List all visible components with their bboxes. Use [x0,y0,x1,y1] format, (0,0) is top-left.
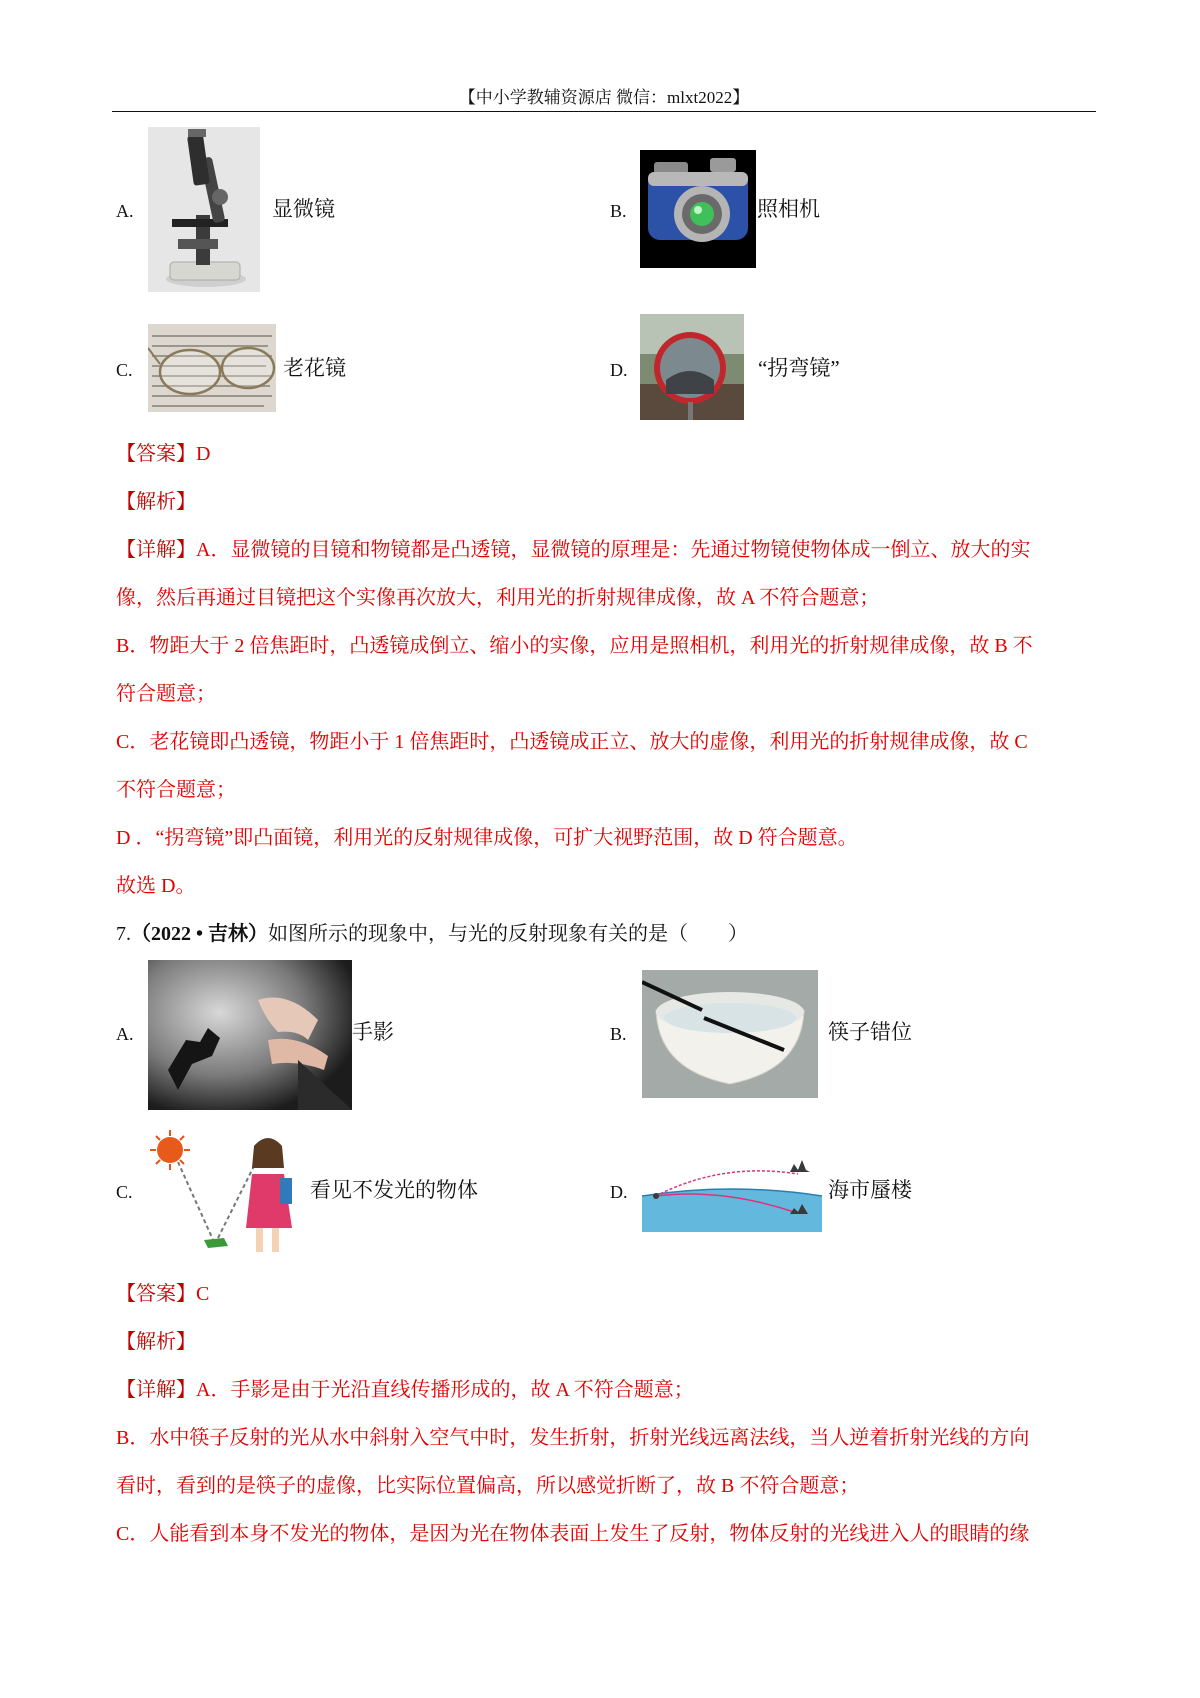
q7-detail-line-4: C．人能看到本身不发光的物体，是因为光在物体表面上发生了反射，物体反射的光线进入人的眼睛的缘 [116,1523,1030,1545]
q6-answer-tag: 【答案】 [116,443,196,465]
q6-detail-line-7: D ．“拐弯镜”即凸面镜，利用光的反射规律成像，可扩大视野范围，故 D 符合题意。 [116,827,858,849]
q6-detail-text-1: A．显微镜的目镜和物镜都是凸透镜，显微镜的原理是：先通过物镜使物体成一倒立、放大的实 [196,539,1031,561]
q6-detail-tag: 【详解】 [116,539,196,561]
q6-option-c-letter: C. [116,360,133,380]
q6-answer-line [116,440,1096,468]
q7-detail-text-1: A．手影是由于光沿直线传播形成的，故 A 不符合题意； [196,1379,694,1401]
page-header: 【中小学教辅资源店 微信：mlxt2022】 [458,88,750,107]
q6-detail-line-4: 符合题意； [116,683,216,705]
q7-option-d-letter: D. [610,1182,628,1202]
hand-shadow-image [148,960,352,1110]
header-rule [112,111,1096,112]
microscope-image [148,127,260,292]
q6-option-b-text: 照相机 [757,197,820,221]
q6-answer: D [196,443,211,465]
sun-girl-book-image [148,1128,308,1260]
q7-option-c-letter: C. [116,1182,133,1202]
q7-answer-line [116,1280,1096,1308]
q7-detail-line-2: B．水中筷子反射的光从水中斜射入空气中时，发生折射，折射光线远离法线，当人逆着折射光线的方向 [116,1427,1030,1449]
q7-detail-tag: 【详解】 [116,1379,196,1401]
q7-stem: 如图所示的现象中，与光的反射现象有关的是（ ） [268,923,749,945]
q6-option-b-letter: B. [610,201,627,221]
q6-option-d-text: “拐弯镜” [758,356,840,380]
q6-option-a-text: 显微镜 [272,197,335,221]
q7-detail-line-1 [116,1376,1096,1404]
q7-option-d-text: 海市蜃楼 [828,1178,912,1202]
camera-image [640,150,756,268]
q7-option-b-text: 筷子错位 [828,1020,912,1044]
q6-detail-line-5: C．老花镜即凸透镜，物距小于 1 倍焦距时，凸透镜成正立、放大的虚像，利用光的折射规律成像，故 C [116,731,1028,753]
q6-analysis-tag: 【解析】 [116,491,196,513]
q7-stem-line [116,920,1096,948]
q7-analysis-tag: 【解析】 [116,1331,196,1353]
reading-glasses-image [148,324,276,412]
convex-mirror-image [640,314,744,420]
q6-detail-line-2: 像，然后再通过目镜把这个实像再次放大，利用光的折射规律成像，故 A 不符合题意； [116,587,880,609]
mirage-image [642,1152,822,1232]
q6-detail-line-6: 不符合题意； [116,779,236,801]
q7-option-c-text: 看见不发光的物体 [310,1178,478,1202]
chopstick-bowl-image [642,970,818,1098]
q6-conclusion: 故选 D。 [116,875,196,897]
q6-detail-line-1 [116,536,1096,564]
q7-option-a-text: 手影 [352,1020,394,1044]
q6-detail-line-3: B．物距大于 2 倍焦距时，凸透镜成倒立、缩小的实像，应用是照相机，利用光的折射规律成像，故 B 不 [116,635,1033,657]
q6-option-c-text: 老花镜 [283,356,346,380]
q7-number: 7. [116,923,131,945]
q7-source: （2022 • 吉林） [131,923,269,945]
q6-option-a-letter: A. [116,201,134,221]
q7-option-a-letter: A. [116,1024,134,1044]
q6-option-d-letter: D. [610,360,628,380]
q7-answer-tag: 【答案】 [116,1283,196,1305]
q7-option-b-letter: B. [610,1024,627,1044]
q7-detail-line-3: 看时，看到的是筷子的虚像，比实际位置偏高，所以感觉折断了，故 B 不符合题意； [116,1475,860,1497]
q7-answer: C [196,1283,210,1305]
